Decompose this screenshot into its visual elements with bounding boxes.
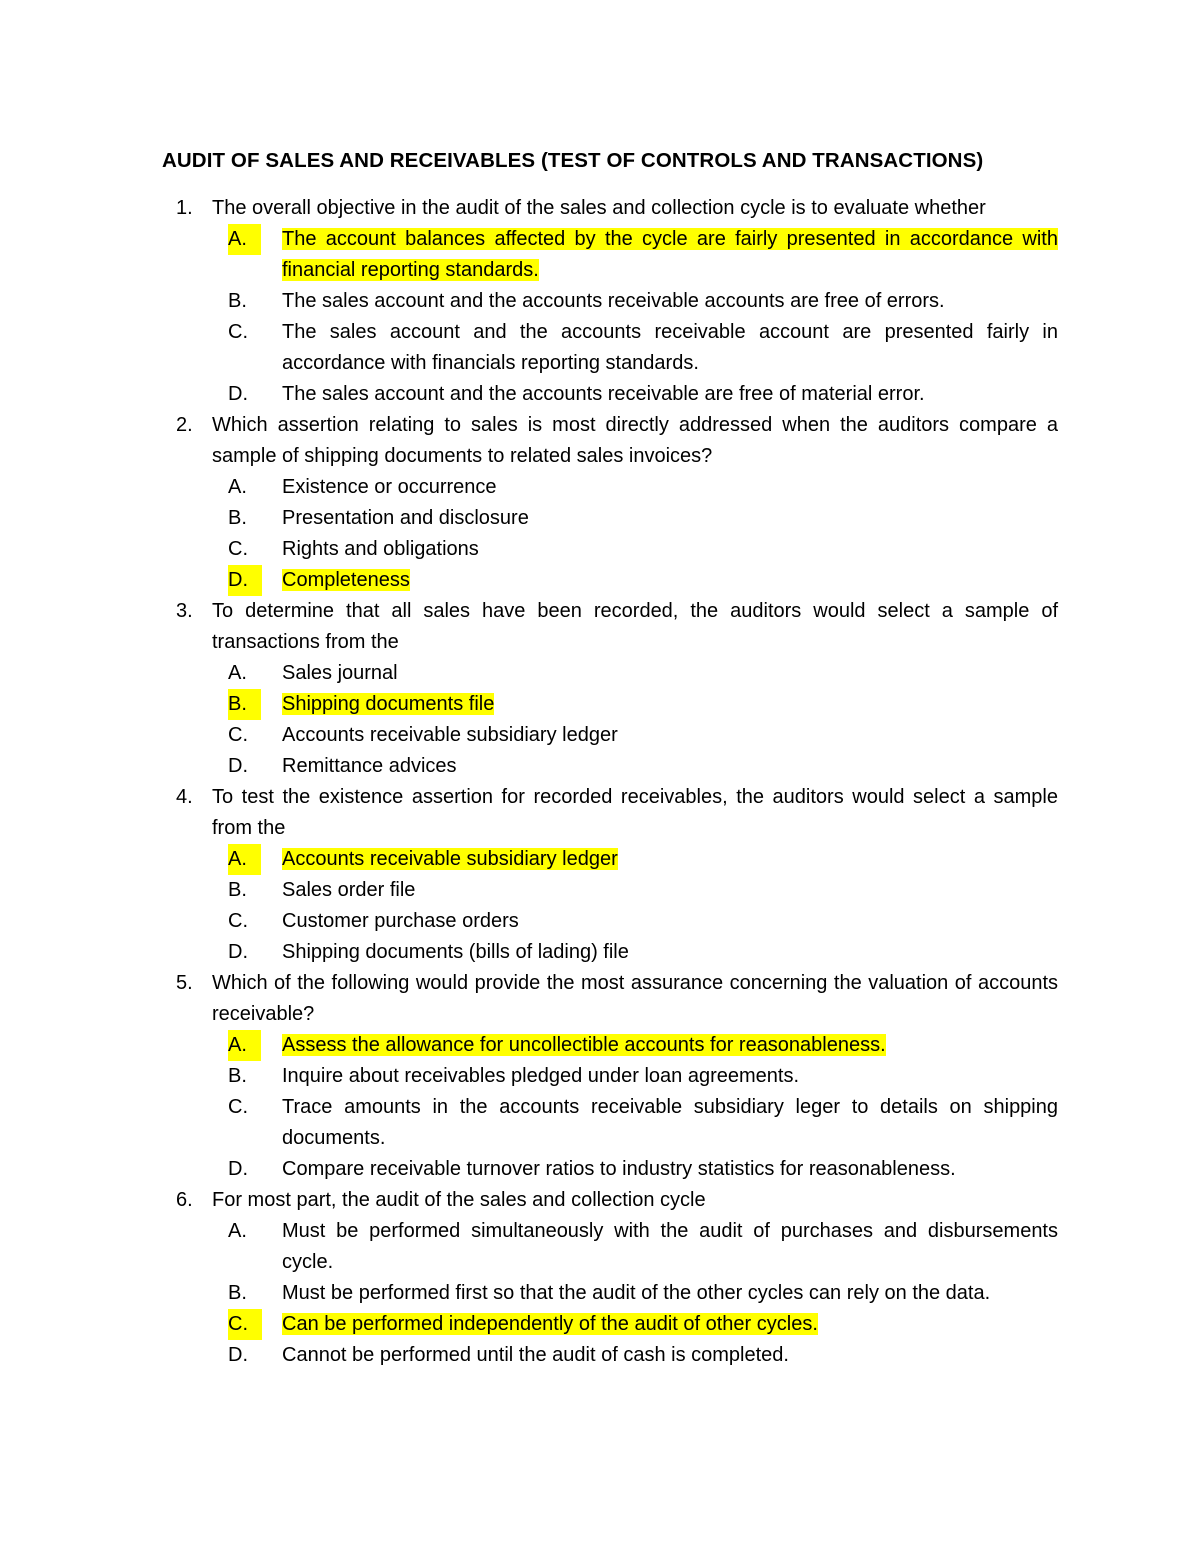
option-letter: D. [228,565,262,596]
option-c [0,317,1200,379]
option-list [0,1216,1200,1371]
option-letter: B. [228,879,247,901]
option-b [0,1278,1200,1309]
question-text: To test the existence assertion for recorded receivables, the auditors would select a sample from the [212,786,1058,839]
option-list [0,844,1200,968]
option-letter: A. [228,224,261,255]
question-number: 2. [176,414,193,436]
option-text [282,689,1058,720]
option-letter: D. [228,941,248,963]
option-text: Must be performed first so that the audit of the other cycles can rely on the data. [282,1282,991,1304]
option-c [0,906,1200,937]
option-text: Customer purchase orders [282,910,519,932]
option-letter: D. [228,1158,248,1180]
option-d [0,379,1200,410]
option-b [0,286,1200,317]
option-text: Remittance advices [282,755,457,777]
option-text: Inquire about receivables pledged under loan agreements. [282,1065,800,1087]
option-a [0,1216,1200,1278]
highlighted-answer: Accounts receivable subsidiary ledger [282,848,618,870]
question-2 [0,410,1200,596]
option-b [0,689,1200,720]
option-text: Must be performed simultaneously with the audit of purchases and disbursements cycle. [282,1220,1058,1273]
question-text: The overall objective in the audit of the sales and collection cycle is to evaluate whether [212,197,986,219]
option-text: The sales account and the accounts receivable account are presented fairly in accordance with financials reporting standards. [282,321,1058,374]
option-letter: C. [228,724,248,746]
option-text: The sales account and the accounts receivable accounts are free of errors. [282,290,945,312]
option-text: Trace amounts in the accounts receivable subsidiary leger to details on shipping documents. [282,1096,1058,1149]
option-b [0,875,1200,906]
question-text: Which of the following would provide the most assurance concerning the valuation of accounts receivable? [212,972,1058,1025]
question-text: To determine that all sales have been recorded, the auditors would select a sample of transactions from the [212,600,1058,653]
option-b [0,1061,1200,1092]
option-b [0,503,1200,534]
option-letter: D. [228,383,248,405]
option-d [0,937,1200,968]
question-list [0,193,1200,1371]
option-a [0,224,1200,286]
option-letter: A. [228,476,247,498]
document-title: AUDIT OF SALES AND RECEIVABLES (TEST OF CONTROLS AND TRANSACTIONS) [162,149,984,172]
option-letter: D. [228,1344,248,1366]
option-d [0,1154,1200,1185]
question-6 [0,1185,1200,1371]
option-c [0,1092,1200,1154]
option-text: The sales account and the accounts receivable are free of material error. [282,383,925,405]
option-letter: C. [228,1096,248,1118]
question-5 [0,968,1200,1185]
option-letter: B. [228,290,247,312]
option-letter: A. [228,662,247,684]
option-a [0,844,1200,875]
option-text [282,565,1058,596]
option-text: Accounts receivable subsidiary ledger [282,724,618,746]
option-d [0,565,1200,596]
option-letter: C. [228,910,248,932]
option-list [0,472,1200,596]
option-letter: A. [228,844,261,875]
question-number: 4. [176,786,193,808]
question-number: 6. [176,1189,193,1211]
question-number: 3. [176,600,193,622]
option-list [0,1030,1200,1185]
option-a [0,1030,1200,1061]
option-letter: C. [228,321,248,343]
option-text: Compare receivable turnover ratios to industry statistics for reasonableness. [282,1158,956,1180]
option-c [0,534,1200,565]
option-c [0,1309,1200,1340]
option-letter: A. [228,1220,247,1242]
question-number: 5. [176,972,193,994]
option-c [0,720,1200,751]
question-text: Which assertion relating to sales is most directly addressed when the auditors compare a sample of shipping documents to related sales invoices? [212,414,1058,467]
option-letter: B. [228,507,247,529]
option-text: Cannot be performed until the audit of cash is completed. [282,1344,789,1366]
question-1 [0,193,1200,410]
option-letter: D. [228,755,248,777]
option-d [0,1340,1200,1371]
option-text [282,1309,1058,1340]
highlighted-answer: Shipping documents file [282,693,495,715]
option-list [0,658,1200,782]
highlighted-answer: Can be performed independently of the audit of other cycles. [282,1313,818,1335]
highlighted-answer: Assess the allowance for uncollectible accounts for reasonableness. [282,1034,886,1056]
option-letter: A. [228,1030,261,1061]
option-text: Sales order file [282,879,416,901]
option-d [0,751,1200,782]
option-text [282,1030,1058,1061]
option-letter: C. [228,1309,262,1340]
highlighted-answer: Completeness [282,569,410,591]
option-list [0,224,1200,410]
option-letter: B. [228,1282,247,1304]
option-letter: C. [228,538,248,560]
option-letter: B. [228,1065,247,1087]
question-number: 1. [176,197,193,219]
option-a [0,658,1200,689]
option-letter: B. [228,689,261,720]
question-3 [0,596,1200,782]
question-4 [0,782,1200,968]
option-text: Presentation and disclosure [282,507,529,529]
highlighted-answer: The account balances affected by the cycle are fairly presented in accordance with financial reporting standards. [282,228,1058,281]
option-text: Rights and obligations [282,538,479,560]
option-text [282,224,1058,286]
option-text [282,844,1058,875]
option-text: Shipping documents (bills of lading) file [282,941,629,963]
option-text: Sales journal [282,662,398,684]
option-a [0,472,1200,503]
option-text: Existence or occurrence [282,476,497,498]
question-text: For most part, the audit of the sales and collection cycle [212,1189,706,1211]
